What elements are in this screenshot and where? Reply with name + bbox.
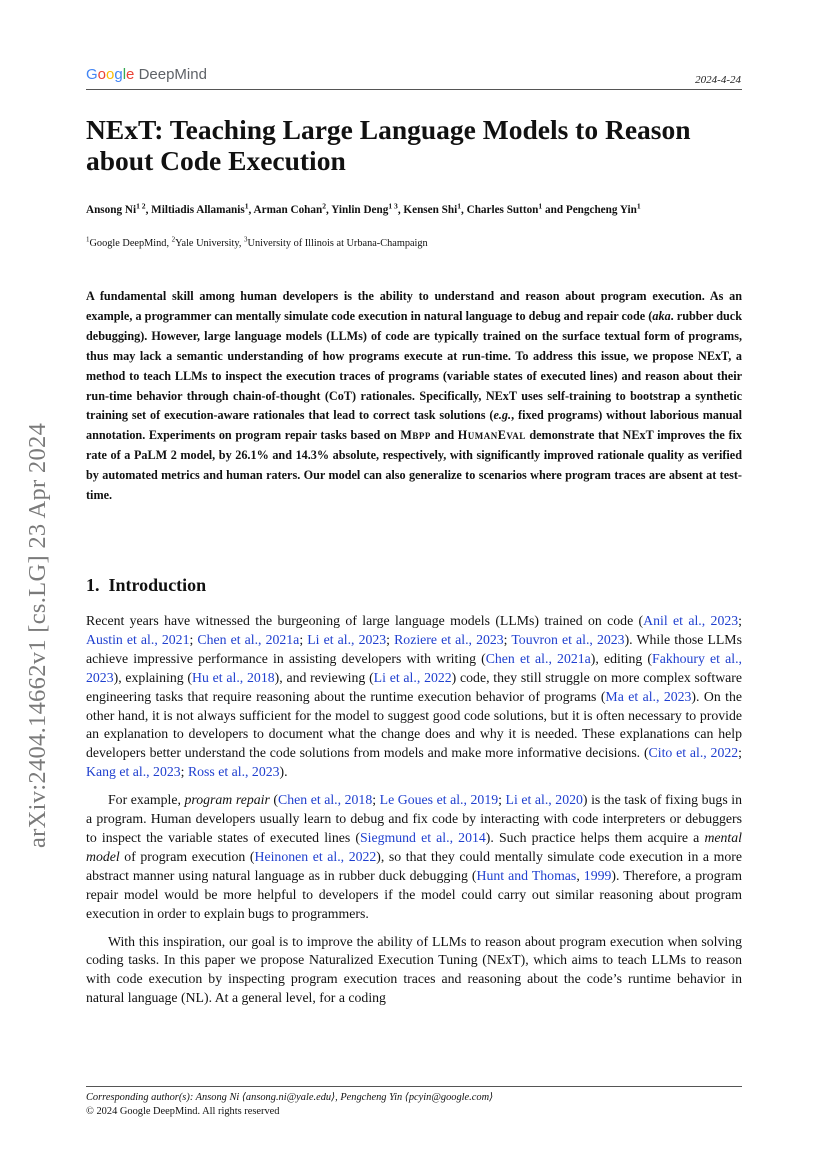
emphasis-text: program repair — [184, 792, 270, 808]
dataset-name: Mbpp — [400, 428, 431, 443]
logo-wordmark — [86, 66, 134, 83]
abstract-text: A fundamental skill among human developers is the ability to understand and reason about program execution. As an example, a programmer can mentally simulate code execution in natural language to debug and repair code ( — [86, 289, 742, 323]
citation-link[interactable]: Ross et al., 2023 — [187, 764, 280, 780]
body-text: ; — [503, 631, 512, 647]
citation-link[interactable]: Li et al., 2020 — [505, 792, 583, 808]
affiliation-marker: 2 — [171, 235, 176, 244]
dataset-name: HumanEval — [457, 428, 526, 443]
copyright-notice: © 2024 Google DeepMind. All rights reserved — [86, 1106, 280, 1117]
corresponding-author-note: Corresponding author(s): Ansong Ni ⟨ansong.ni@yale.edu⟩, Pengcheng Yin ⟨pcyin@google.com⟩ — [86, 1092, 494, 1103]
citation-link[interactable]: Chen et al., 2021a — [197, 631, 300, 647]
body-text: ; — [386, 631, 395, 647]
citation-link[interactable]: Li et al., 2022 — [373, 669, 452, 685]
citation-link[interactable]: Touvron et al., 2023 — [511, 631, 625, 647]
citation-link[interactable]: Hunt and Thomas — [476, 867, 577, 883]
citation-link[interactable]: Austin et al., 2021 — [86, 631, 190, 647]
citation-link[interactable]: Kang et al., 2023 — [86, 764, 181, 780]
section-title: Introduction — [108, 575, 207, 595]
abstract — [86, 287, 742, 506]
abstract-text: demonstrate that NExT improves the fix rate of a PaLM 2 model, by 26.1% and 14.3% absolute, respectively, with significantly improved rationale quality as verified by automated metrics and human raters. Our model can also generalize to scenarios where program traces are absent at test-time. — [86, 428, 742, 503]
citation-link[interactable]: Roziere et al., 2023 — [394, 631, 504, 647]
header-rule — [86, 89, 742, 90]
author-affiliation-marker: 2 — [322, 201, 327, 211]
citation-link[interactable]: Cito et al., 2022 — [648, 745, 739, 761]
author-name: Ansong Ni — [86, 204, 137, 216]
body-text: ), so that they could mentally simulate code execution in a more abstract manner using natural language as in rubber duck debugging ( — [86, 848, 742, 883]
body-text: of program execution ( — [119, 848, 255, 864]
body-text: ( — [269, 792, 278, 808]
google-deepmind-logo — [86, 66, 207, 83]
logo-suffix: DeepMind — [138, 66, 207, 83]
body-text: ) is the task of fixing bugs in a program. Human developers usually learn to debug and fix code by interacting with code interpreters or debuggers to inspect the variable states of executed lines ( — [86, 792, 742, 845]
page-footer — [86, 1091, 742, 1119]
citation-link[interactable]: Ma et al., 2023 — [605, 688, 692, 704]
body-text: With this inspiration, our goal is to improve the ability of LLMs to reason about program execution when solving coding tasks. In this paper we propose Naturalized Execution Tuning (NExT), which aims to teach LLMs to reason with code execution by inspecting program execution traces and reasoning about the code’s runtime behavior in natural language (NL). At a general level, for a coding — [86, 933, 742, 1006]
body-text: ), explaining ( — [113, 669, 193, 685]
body-text: ), and reviewing ( — [274, 669, 374, 685]
body-text: Recent years have witnessed the burgeoning of large language models (LLMs) trained on code ( — [86, 613, 644, 628]
body-text: For example, — [108, 792, 185, 808]
author-affiliation-marker: 1 — [244, 201, 249, 211]
author-affiliation-marker: 1 — [457, 201, 462, 211]
abstract-text: . rubber duck debugging). However, large language models (LLMs) of code are typically trained on the surface textual form of programs, thus may lack a semantic understanding of how programs execute at run-time. To address this issue, we propose NExT, a method to teach LLMs to inspect the execution traces of programs (variable states of executed lines) and reason about their run-time behavior through chain-of-thought (CoT) rationales. Specifically, NExT uses self-training to bootstrap a synthetic training set of execution-aware rationales that lead to correct task solutions ( — [86, 308, 742, 423]
citation-link[interactable]: Chen et al., 2018 — [278, 792, 373, 808]
citation-link[interactable]: Anil et al., 2023 — [643, 613, 739, 628]
author-name: Miltiadis Allamanis — [151, 204, 245, 216]
affiliation-name: Google DeepMind — [89, 238, 167, 249]
body-text: ; — [189, 631, 198, 647]
citation-link[interactable]: Li et al., 2023 — [307, 631, 387, 647]
affiliation-list: $^1$Google DeepMind, $^2$Yale University, $^3$University of Illinois at Urbana-Champaign — [86, 235, 428, 249]
logo-letter: o — [106, 66, 115, 83]
affiliation-marker: 3 — [244, 235, 248, 244]
body-text: ; — [498, 792, 506, 808]
affiliation-name: Yale University — [175, 238, 239, 249]
citation-link[interactable]: Chen et al., 2021a — [485, 650, 591, 666]
abstract-text: , fixed programs) without laborious manual annotation. Experiments on program repair tasks based on — [86, 408, 742, 443]
author-name: Kensen Shi — [403, 204, 458, 216]
affiliation-marker: 1 — [86, 235, 90, 244]
body-text: ; — [372, 792, 380, 808]
logo-letter: o — [97, 66, 107, 83]
arxiv-sidebar-stamp: arXiv:2404.14662v1 [cs.LG] 23 Apr 2024 — [24, 422, 51, 848]
author-affiliation-marker: 1 3 — [388, 201, 398, 211]
citation-link[interactable]: Siegmund et al., 2014 — [360, 829, 486, 845]
body-text: ), editing ( — [590, 650, 653, 666]
author-name: Charles Sutton — [466, 204, 539, 216]
logo-letter: g — [114, 66, 123, 83]
author-list: Ansong $Ni^{1 2}$, Miltiadis Allamanis$^1$, Arman Cohan$^2$, Yinlin Deng$^{1 3}$, Kensen Shi$^1$, Charles Sutton$^1$ and Pengcheng Yin$^1$ — [86, 201, 641, 216]
section-heading-introduction — [86, 575, 206, 596]
body-text: ). On the other hand, it is not always sufficient for the model to suggest good code solutions, but it is often necessary to provide an explanation to developers to document what the change does and why it is needed. These explanations can help developers better understand the code solutions from models and make more informative decisions. ( — [86, 688, 742, 761]
affiliation-name: University of Illinois at Urbana-Champaign — [247, 238, 428, 249]
body-text: ). Therefore, a program repair model would be more helpful to developers if the model could carry out similar reasoning about program execution in order to explain bugs to programmers. — [86, 867, 742, 921]
logo-letter: e — [126, 66, 135, 83]
citation-link[interactable]: Hu et al., 2018 — [192, 669, 275, 685]
footer-rule — [86, 1086, 742, 1087]
body-text: , — [576, 867, 584, 883]
author-name: Pengcheng Yin — [565, 204, 637, 216]
section-number: 1. — [86, 575, 100, 595]
body-text: ; — [299, 631, 308, 647]
author-name: Yinlin Deng — [331, 204, 389, 216]
author-affiliation-marker: 1 — [538, 201, 543, 211]
author-name: Arman Cohan — [253, 204, 323, 216]
body-paragraph — [86, 933, 742, 1009]
paper-date: 2024-4-24 — [695, 74, 741, 86]
author-affiliation-marker: 1 — [636, 201, 641, 211]
body-text: ). Such practice helps them acquire a — [485, 829, 705, 845]
body-text: ; — [180, 764, 188, 780]
author-affiliation-marker: 1 2 — [136, 201, 146, 211]
body-text: ). — [279, 764, 288, 780]
emphasis-text: e.g. — [493, 408, 512, 423]
emphasis-text: mental model — [86, 829, 742, 864]
citation-link[interactable]: 1999 — [583, 867, 612, 883]
body-text: ; — [738, 745, 742, 761]
citation-link[interactable]: Le Goues et al., 2019 — [379, 792, 499, 808]
body-text: ). While those LLMs achieve impressive performance in assisting developers with writing ( — [86, 631, 742, 666]
logo-letter: G — [86, 66, 98, 83]
body-text: ) code, they still struggle on more complex software engineering tasks that require reasoning about the runtime execution behavior of programs ( — [86, 669, 743, 704]
introduction-body — [86, 612, 742, 1008]
body-text: ; — [738, 613, 742, 628]
abstract-text: and — [430, 428, 458, 443]
citation-link[interactable]: Fakhoury et al., 2023 — [86, 650, 742, 685]
body-paragraph — [86, 791, 742, 923]
paper-title: NExT: Teaching Large Language Models to Reason about Code Execution — [86, 114, 691, 176]
logo-letter: l — [122, 66, 127, 83]
body-paragraph — [86, 612, 742, 782]
citation-link[interactable]: Heinonen et al., 2022 — [254, 848, 377, 864]
emphasis-text: aka — [652, 308, 671, 323]
